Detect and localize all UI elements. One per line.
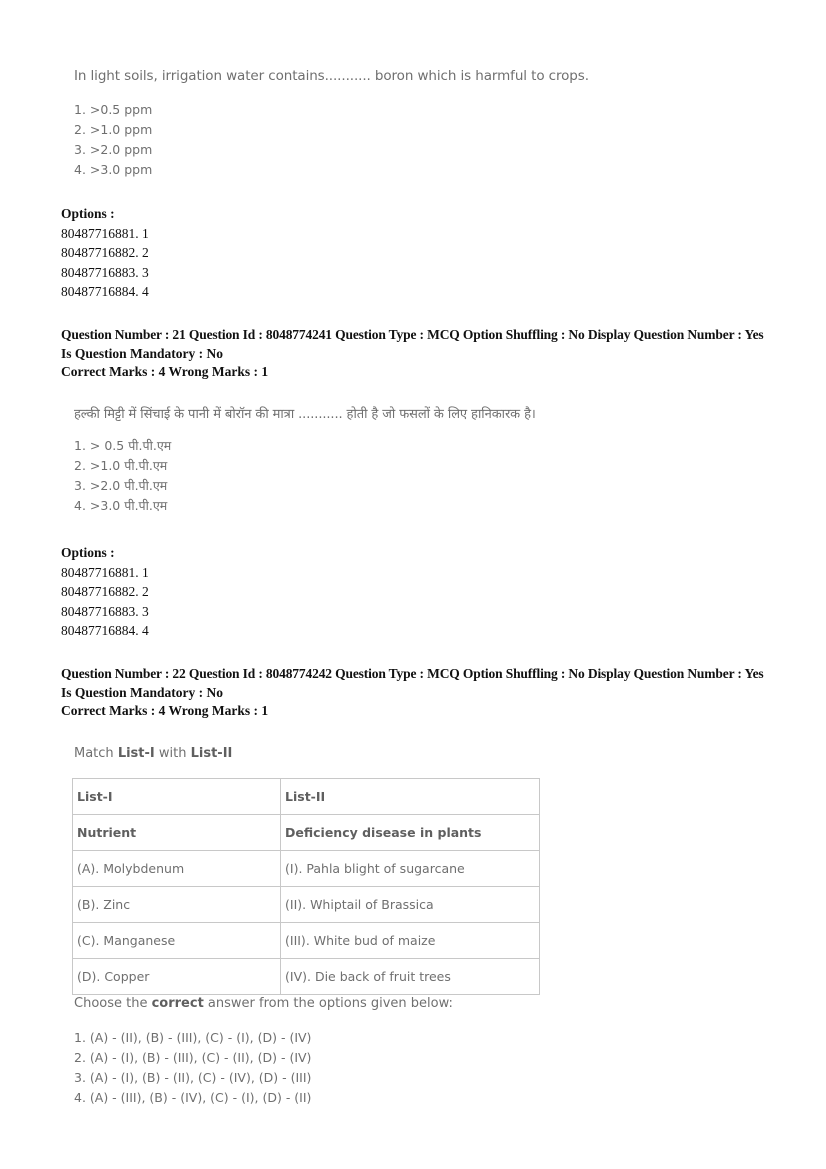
q22-header-line3: Correct Marks : 4 Wrong Marks : 1 bbox=[61, 702, 269, 718]
q20-question-image bbox=[74, 68, 674, 180]
q21-options-label: Options : bbox=[61, 545, 115, 560]
q22-intro-list1: List-I bbox=[117, 746, 155, 761]
q20-option-id-1: 80487716881. 1 bbox=[61, 225, 149, 241]
q20-option-3: 3. >2.0 ppm bbox=[74, 142, 153, 157]
q22-intro-mid: with bbox=[154, 746, 191, 761]
match-table bbox=[72, 778, 540, 995]
q20-option-4: 4. >3.0 ppm bbox=[74, 162, 153, 177]
q22-option-4: 4. (A) - (III), (B) - (IV), (C) - (I), (D) - (II) bbox=[74, 1090, 312, 1105]
q20-option-id-4: 80487716884. 4 bbox=[61, 284, 149, 299]
table-subhead-disease: Deficiency disease in plants bbox=[281, 815, 540, 851]
q21-header bbox=[61, 325, 801, 381]
q22-header-line2: Is Question Mandatory : No bbox=[61, 684, 224, 700]
q22-header bbox=[61, 664, 801, 720]
q21-option-id-1: 80487716881. 1 bbox=[61, 564, 149, 580]
q20-options-label: Options : bbox=[61, 206, 115, 221]
q20-options-block bbox=[61, 204, 149, 302]
table-cell: (III). White bud of maize bbox=[281, 923, 540, 959]
q22-choose-suffix: answer from the options given below: bbox=[203, 996, 453, 1011]
table-row bbox=[73, 923, 540, 959]
q22-choose-line bbox=[74, 996, 453, 1011]
table-cell: (D). Copper bbox=[73, 959, 281, 995]
table-subhead-nutrient: Nutrient bbox=[73, 815, 281, 851]
table-head-list1: List-I bbox=[73, 779, 281, 815]
q22-choose-prefix: Choose the bbox=[74, 996, 152, 1011]
q22-choose-bold: correct bbox=[151, 996, 204, 1011]
q21-option-4: 4. >3.0 पी.पी.एम bbox=[74, 498, 168, 513]
q22-options bbox=[74, 1028, 311, 1108]
table-cell: (B). Zinc bbox=[73, 887, 281, 923]
q21-stem: हल्की मिट्टी में सिंचाई के पानी में बोरॉन की मात्रा ........... होती है जो फसलों के लिए हानिकारक है। bbox=[74, 407, 536, 422]
q20-option-1: 1. >0.5 ppm bbox=[74, 102, 153, 117]
q22-intro-prefix: Match bbox=[74, 746, 118, 761]
q22-option-1: 1. (A) - (II), (B) - (III), (C) - (I), (D) - (IV) bbox=[74, 1030, 312, 1045]
table-cell: (I). Pahla blight of sugarcane bbox=[281, 851, 540, 887]
q21-header-line2: Is Question Mandatory : No bbox=[61, 345, 224, 361]
q21-option-1: 1. > 0.5 पी.पी.एम bbox=[74, 438, 172, 453]
q22-intro-list2: List-II bbox=[190, 746, 233, 761]
table-row bbox=[73, 779, 540, 815]
q21-options-block bbox=[61, 543, 149, 641]
q22-intro bbox=[74, 746, 232, 761]
q20-option-2: 2. >1.0 ppm bbox=[74, 122, 153, 137]
table-cell: (II). Whiptail of Brassica bbox=[281, 887, 540, 923]
table-row bbox=[73, 815, 540, 851]
q20-stem: In light soils, irrigation water contains........... boron which is harmful to crops. bbox=[74, 68, 589, 84]
q20-option-id-3: 80487716883. 3 bbox=[61, 264, 149, 280]
table-cell: (IV). Die back of fruit trees bbox=[281, 959, 540, 995]
q21-option-id-3: 80487716883. 3 bbox=[61, 603, 149, 619]
q22-header-line1: Question Number : 22 Question Id : 8048774242 Question Type : MCQ Option Shuffling : No Display Question Number : Yes bbox=[61, 666, 764, 681]
table-row bbox=[73, 887, 540, 923]
q21-header-line1: Question Number : 21 Question Id : 8048774241 Question Type : MCQ Option Shuffling : No Display Question Number : Yes bbox=[61, 327, 764, 342]
q20-option-id-2: 80487716882. 2 bbox=[61, 245, 149, 260]
q22-option-2: 2. (A) - (I), (B) - (III), (C) - (II), (D) - (IV) bbox=[74, 1050, 312, 1065]
q21-option-id-4: 80487716884. 4 bbox=[61, 623, 149, 638]
table-row bbox=[73, 851, 540, 887]
table-cell: (A). Molybdenum bbox=[73, 851, 281, 887]
q21-option-id-2: 80487716882. 2 bbox=[61, 584, 149, 599]
q21-question-image bbox=[74, 404, 694, 516]
q21-option-3: 3. >2.0 पी.पी.एम bbox=[74, 478, 168, 493]
table-head-list2: List-II bbox=[281, 779, 540, 815]
q21-header-line3: Correct Marks : 4 Wrong Marks : 1 bbox=[61, 363, 269, 379]
table-row bbox=[73, 959, 540, 995]
q22-option-3: 3. (A) - (I), (B) - (II), (C) - (IV), (D) - (III) bbox=[74, 1070, 312, 1085]
q21-option-2: 2. >1.0 पी.पी.एम bbox=[74, 458, 168, 473]
table-cell: (C). Manganese bbox=[73, 923, 281, 959]
